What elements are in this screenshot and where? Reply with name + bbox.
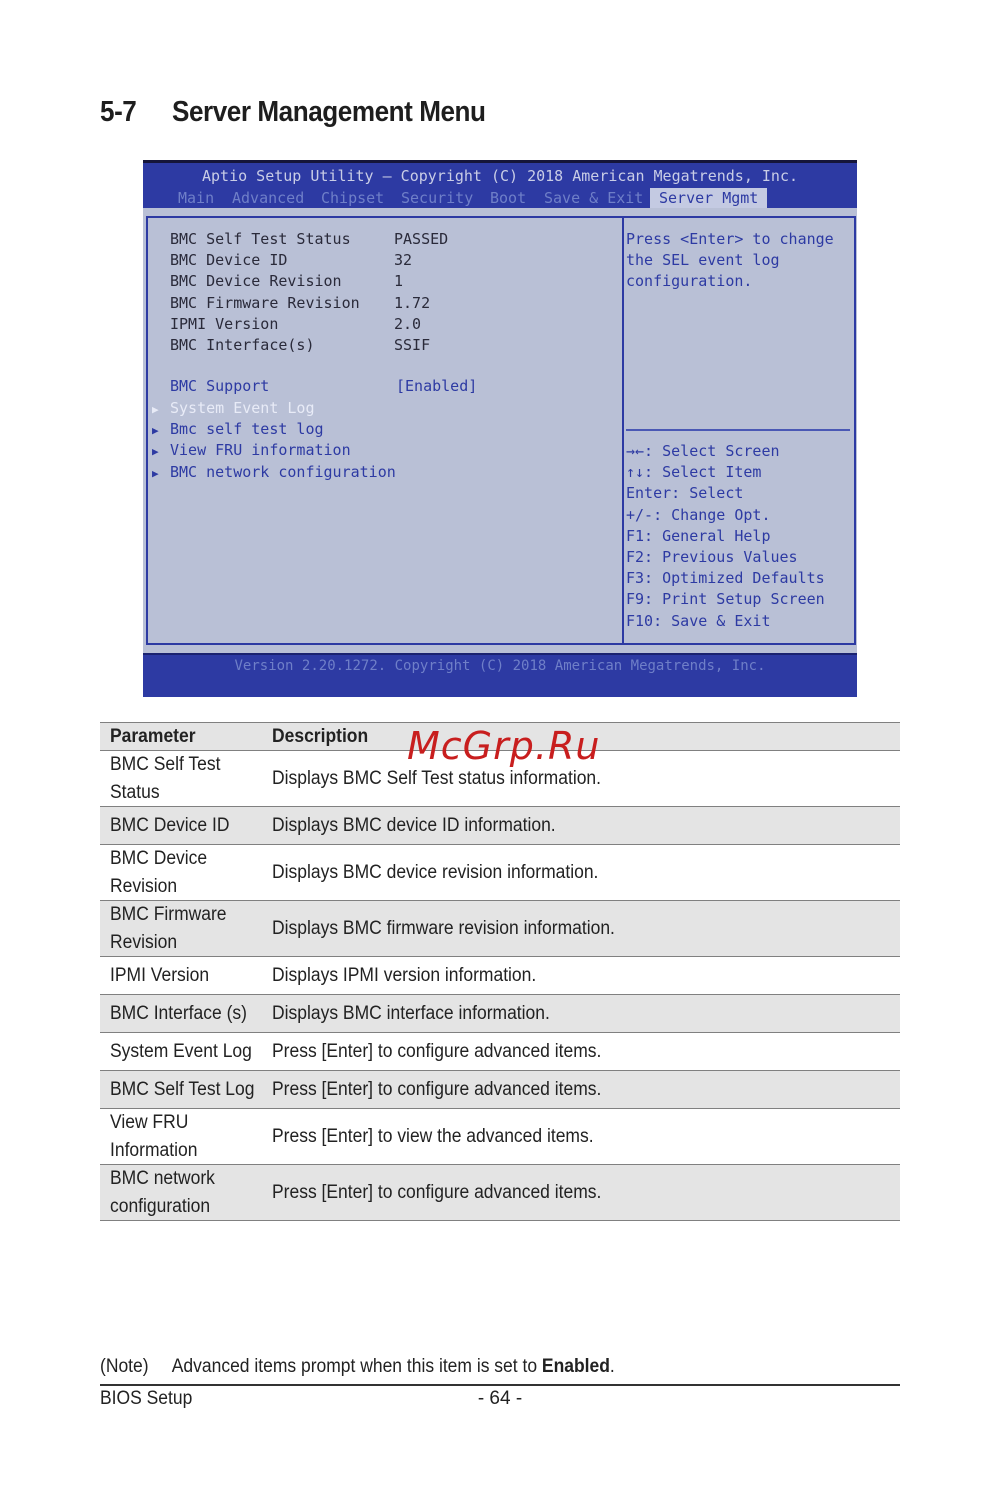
info-label: BMC Self Test Status [170, 230, 351, 248]
table-row [100, 1109, 900, 1165]
table-row [100, 995, 900, 1033]
tab-main[interactable]: Main [178, 189, 215, 207]
table-row [100, 901, 900, 957]
info-value: PASSED [394, 230, 449, 248]
section-number: 5-7 [100, 96, 137, 128]
row-parameter: IPMI Version [110, 964, 210, 986]
submenu-arrow-icon: ▶ [152, 466, 159, 480]
tab-boot[interactable]: Boot [490, 189, 527, 207]
info-value: 2.0 [394, 314, 422, 333]
footer-left: BIOS Setup [100, 1388, 193, 1409]
row-parameter: BMC Self Test Log [110, 1078, 255, 1100]
submenu-label: Bmc self test log [170, 420, 324, 439]
row-description: Displays BMC device revision information. [272, 861, 599, 883]
help-line: Press <Enter> to change [626, 230, 834, 248]
note [100, 1356, 615, 1378]
key-legend-line: Enter: Select [626, 484, 744, 503]
info-label: BMC Device ID [170, 251, 288, 270]
bios-help-separator [626, 429, 850, 431]
key-legend-line: F9: Print Setup Screen [626, 590, 825, 609]
note-end: . [609, 1356, 615, 1377]
row-parameter: BMC Interface (s) [110, 1002, 247, 1024]
submenu-arrow-icon: ▶ [152, 403, 159, 416]
section-title-text: Server Management Menu [172, 96, 486, 128]
section-title [100, 96, 486, 129]
bios-footer [143, 653, 857, 697]
info-label: BMC Firmware Revision [170, 293, 360, 312]
row-parameter: BMC Firmware Revision [110, 903, 227, 953]
key-legend-line: →←: Select Screen [626, 442, 780, 460]
table-row [100, 1071, 900, 1109]
info-value: SSIF [394, 336, 431, 354]
row-parameter: System Event Log [110, 1040, 252, 1062]
tab-save-exit[interactable]: Save & Exit [544, 189, 644, 207]
tab-server-mgmt[interactable]: Server Mgmt [650, 188, 767, 208]
row-description: Displays BMC interface information. [272, 1002, 550, 1024]
table-row [100, 1033, 900, 1071]
bios-title: Aptio Setup Utility – Copyright (C) 2018 American Megatrends, Inc. [201, 167, 799, 185]
row-description: Press [Enter] to configure advanced items. [272, 1181, 602, 1203]
page-number: - 64 - [477, 1388, 523, 1409]
table-row [100, 957, 900, 995]
key-legend-line: +/-: Change Opt. [626, 505, 771, 524]
row-parameter: BMC Device ID [110, 814, 230, 836]
bios-footer-text: Version 2.20.1272. Copyright (C) 2018 American Megatrends, Inc. [234, 658, 766, 674]
row-description: Displays BMC firmware revision information. [272, 917, 615, 939]
tab-security[interactable]: Security [401, 189, 474, 207]
row-parameter: BMC Device Revision [110, 847, 208, 897]
bios-screenshot [143, 160, 857, 697]
bios-body [146, 216, 856, 645]
footer-rule [100, 1384, 900, 1386]
watermark: McGrp.Ru [407, 724, 601, 768]
table-row [100, 807, 900, 845]
row-description: Displays BMC Self Test status information. [272, 767, 602, 789]
bios-header [143, 163, 857, 208]
submenu-item[interactable] [152, 420, 324, 438]
submenu-label: BMC network configuration [170, 462, 396, 481]
key-legend-line: F3: Optimized Defaults [626, 569, 825, 588]
submenu-label: System Event Log [170, 399, 315, 417]
row-description: Displays IPMI version information. [272, 964, 537, 986]
bios-divider [622, 218, 624, 643]
note-text: Advanced items prompt when this item is set to [171, 1356, 542, 1377]
note-label: (Note) [100, 1356, 149, 1377]
key-legend-line: ↑↓: Select Item [626, 463, 762, 482]
submenu-arrow-icon: ▶ [152, 445, 159, 459]
row-parameter: BMC network configuration [110, 1167, 215, 1217]
row-parameter: View FRU Information [110, 1111, 198, 1161]
submenu-arrow-icon: ▶ [152, 424, 159, 438]
header-description: Description [272, 725, 369, 747]
submenu-item[interactable] [152, 441, 351, 459]
row-description: Press [Enter] to configure advanced items. [272, 1078, 602, 1100]
tab-advanced[interactable]: Advanced [232, 189, 305, 207]
note-emphasis: Enabled [541, 1356, 610, 1377]
info-label: BMC Device Revision [170, 272, 342, 291]
key-legend-line: F10: Save & Exit [626, 611, 771, 630]
row-description: Press [Enter] to view the advanced items. [272, 1125, 594, 1147]
key-legend-line: F1: General Help [626, 526, 771, 545]
key-legend-line: F2: Previous Values [626, 548, 798, 566]
help-line: the SEL event log [626, 251, 780, 270]
bmc-support-value[interactable]: [Enabled] [396, 377, 478, 395]
help-line: configuration. [626, 272, 753, 291]
info-label: IPMI Version [170, 314, 279, 333]
info-label: BMC Interface(s) [170, 336, 315, 354]
submenu-label: View FRU information [170, 441, 351, 460]
info-value: 1.72 [394, 293, 431, 312]
info-value: 1 [394, 272, 404, 291]
row-description: Displays BMC device ID information. [272, 814, 556, 836]
row-parameter: BMC Self Test Status [110, 753, 221, 803]
header-parameter: Parameter [110, 725, 196, 747]
info-value: 32 [394, 251, 413, 270]
submenu-item[interactable] [152, 463, 396, 481]
bmc-support-option[interactable] [170, 377, 478, 395]
table-row [100, 845, 900, 901]
bmc-support-label: BMC Support [170, 377, 270, 395]
row-description: Press [Enter] to configure advanced items. [272, 1040, 602, 1062]
tab-chipset[interactable]: Chipset [321, 189, 385, 207]
table-row [100, 1165, 900, 1221]
submenu-item[interactable] [152, 399, 315, 417]
